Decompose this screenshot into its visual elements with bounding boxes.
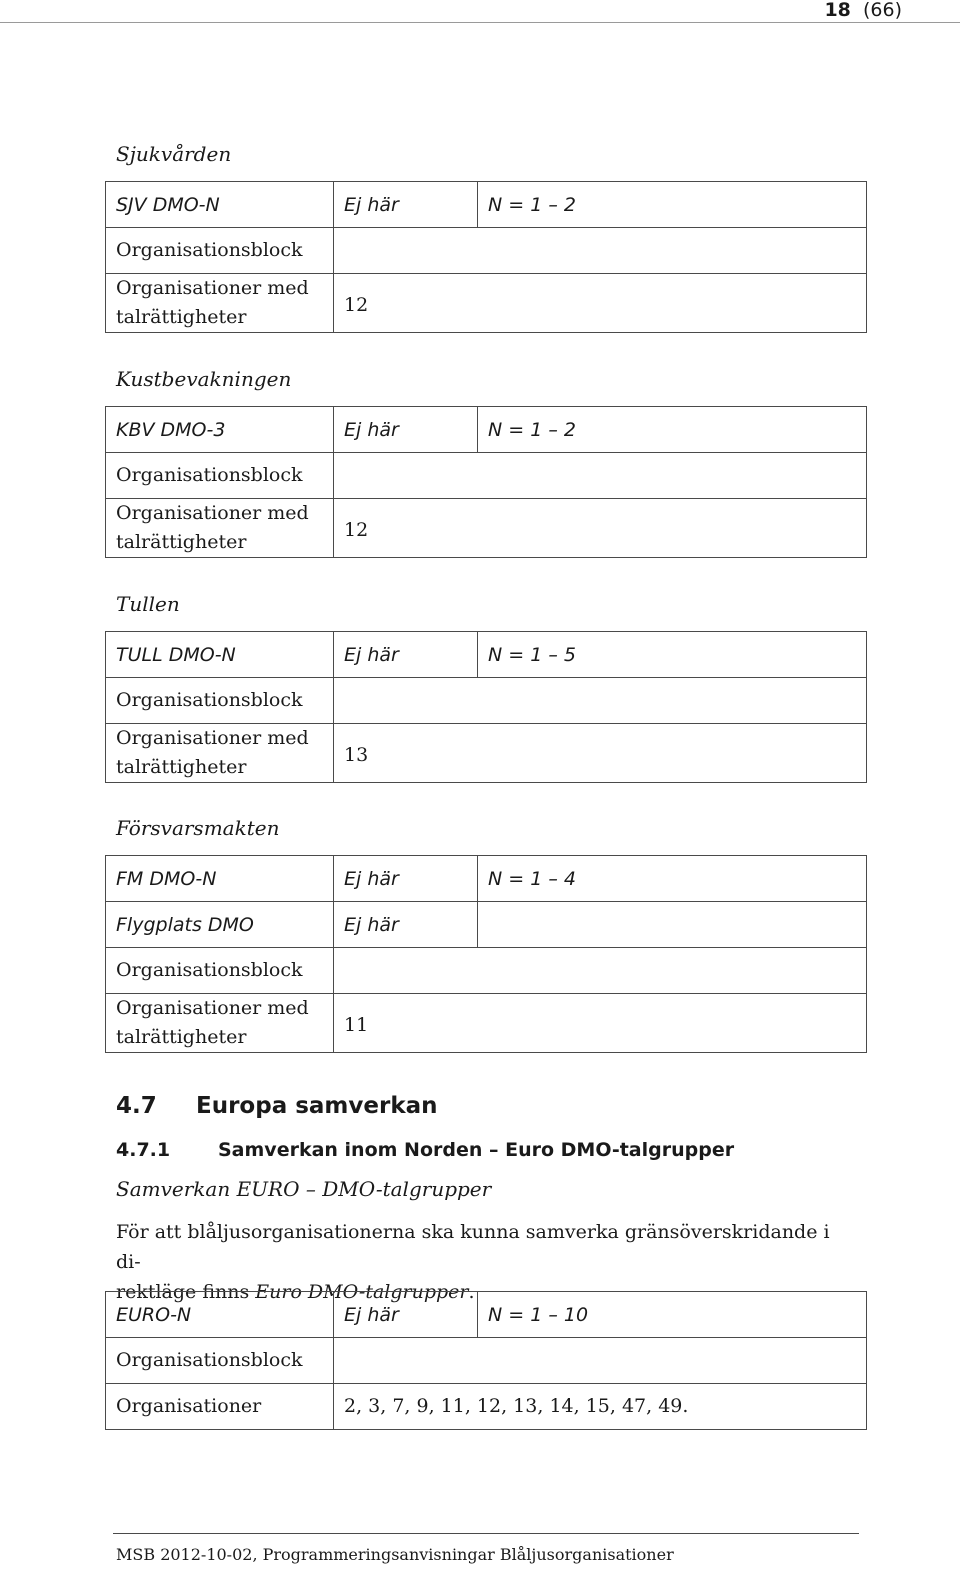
dmo-here: Ej här: [334, 182, 478, 228]
dmo-range-flygplats: [478, 902, 867, 948]
dmo-here: Ej här: [334, 856, 478, 902]
heading-europa-samverkan: 4.7 Europa samverkan: [116, 1093, 438, 1119]
org-value: 2, 3, 7, 9, 11, 12, 13, 14, 15, 47, 49.: [334, 1384, 867, 1430]
dmo-range: N = 1 – 10: [478, 1292, 867, 1338]
block-label: Organisationsblock: [106, 453, 334, 499]
paragraph-euro: För att blåljusorganisationerna ska kunna samverka gränsöverskridande i di- rektläge finns Euro DMO-talgrupper.: [116, 1221, 830, 1303]
heading-samverkan-norden: 4.7.1 Samverkan inom Norden – Euro DMO-talgrupper: [116, 1139, 735, 1161]
footer-divider: [113, 1533, 859, 1534]
section-label-euro: Samverkan EURO – DMO-talgrupper: [116, 1177, 492, 1201]
org-value: 12: [334, 499, 867, 558]
block-label: Organisationsblock: [106, 228, 334, 274]
dmo-here-flygplats: Ej här: [334, 902, 478, 948]
dmo-code-flygplats: Flygplats DMO: [106, 902, 334, 948]
org-label: Organisationer med talrättigheter: [106, 994, 334, 1053]
dmo-table-sjv: [105, 181, 867, 333]
dmo-code: TULL DMO-N: [106, 632, 334, 678]
dmo-code: SJV DMO-N: [106, 182, 334, 228]
page-header: [0, 0, 960, 23]
org-label: Organisationer med talrättigheter: [106, 274, 334, 333]
page-number: 18 (66): [824, 0, 902, 21]
block-value: [334, 948, 867, 994]
dmo-here: Ej här: [334, 1292, 478, 1338]
section-label-kustbevakningen: Kustbevakningen: [116, 367, 292, 391]
dmo-range: N = 1 – 2: [478, 407, 867, 453]
dmo-code: EURO-N: [106, 1292, 334, 1338]
dmo-code: KBV DMO-3: [106, 407, 334, 453]
dmo-table-fm: [105, 855, 867, 1053]
footer-text: MSB 2012-10-02, Programmeringsanvisningar Blåljusorganisationer: [116, 1545, 674, 1564]
org-label: Organisationer: [106, 1384, 334, 1430]
org-value: 11: [334, 994, 867, 1053]
dmo-table-euro: [105, 1291, 867, 1430]
block-label: Organisationsblock: [106, 678, 334, 724]
section-label-forsvarsmakten: Försvarsmakten: [116, 816, 280, 840]
section-label-tullen: Tullen: [116, 592, 180, 616]
block-label: Organisationsblock: [106, 948, 334, 994]
dmo-here: Ej här: [334, 632, 478, 678]
org-label: Organisationer med talrättigheter: [106, 724, 334, 783]
dmo-code: FM DMO-N: [106, 856, 334, 902]
block-value: [334, 678, 867, 724]
dmo-range: N = 1 – 2: [478, 182, 867, 228]
dmo-here: Ej här: [334, 407, 478, 453]
block-value: [334, 228, 867, 274]
block-value: [334, 1338, 867, 1384]
org-label: Organisationer med talrättigheter: [106, 499, 334, 558]
section-label-sjukvarden: Sjukvården: [116, 142, 232, 166]
dmo-range: N = 1 – 5: [478, 632, 867, 678]
block-label: Organisationsblock: [106, 1338, 334, 1384]
dmo-table-kbv: [105, 406, 867, 558]
block-value: [334, 453, 867, 499]
org-value: 12: [334, 274, 867, 333]
org-value: 13: [334, 724, 867, 783]
dmo-range: N = 1 – 4: [478, 856, 867, 902]
dmo-table-tull: [105, 631, 867, 783]
